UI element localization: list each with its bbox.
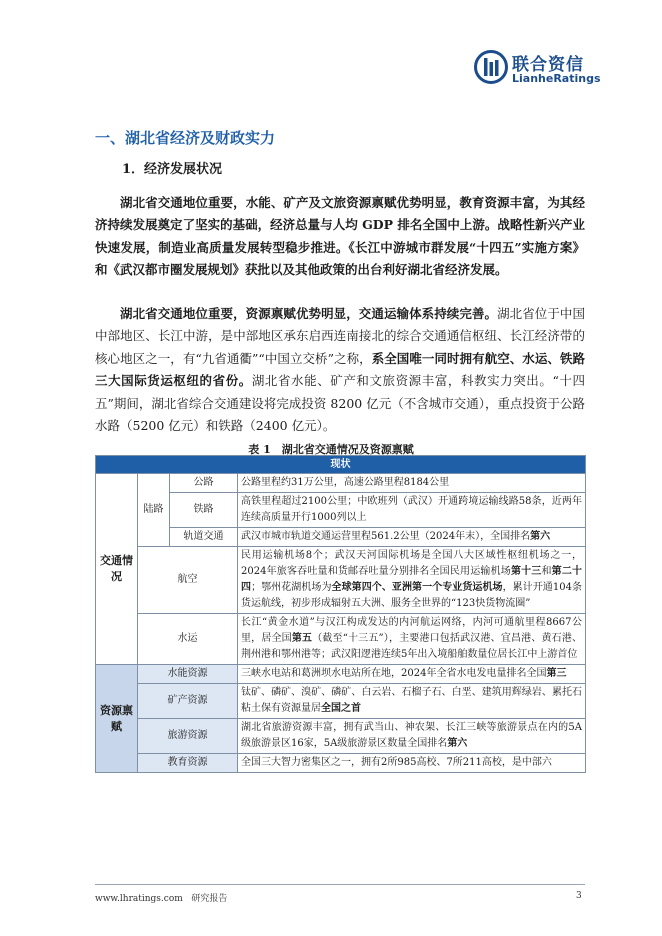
logo-english-name: LianheRatings	[512, 72, 601, 85]
paragraph-summary	[95, 192, 585, 282]
air-desc-and: 和	[541, 566, 552, 577]
footer-doc-type: 研究报告	[191, 894, 228, 904]
metro-desc-text: 武汉市城市轨道交通运营里程561.2公里（2024年末），全国排名	[241, 531, 531, 542]
item-water-desc	[238, 614, 586, 665]
air-desc-text-3: ，累计开通104条货运航线，初步形成辐射五大洲、服务全世界的“123快货物流圈”	[241, 582, 583, 609]
air-rank-cargo: 第二十四	[241, 566, 583, 593]
item-tourism-desc	[238, 719, 586, 754]
subsection-title: 1．经济发展状况	[122, 162, 223, 177]
summary-bold-text: 湖北省交通地位重要，水能、矿产及文旅资源禀赋优势明显，教育资源丰富，为其经济持续发展奠定了坚实的基础，经济总量与人均 GDP 排名全国中上游。战略性新兴产业快速发展，制造业高质量发展转型稳步推进。《长江中游城市群发展“十四五”实施方案》和《武汉都市圈发展规划》获批以及其他政策的出台利好湖北省经济发展。	[95, 195, 585, 278]
item-education-desc: 全国三大智力密集区之一，拥有2所985高校、7所211高校，是中部六	[238, 754, 586, 773]
transport-lead-bold: 湖北省交通地位重要，资源禀赋优势明显，交通运输体系持续完善。	[120, 306, 498, 321]
water-rank: 第五	[291, 633, 313, 644]
tourism-rank: 第六	[447, 738, 468, 749]
table-caption: 表 1 湖北省交通情况及资源禀赋	[248, 443, 414, 456]
footer-divider	[95, 884, 585, 885]
item-tourism-label: 旅游资源	[138, 719, 238, 754]
mineral-rank: 全国之首	[321, 703, 361, 714]
item-metro-label: 轨道交通	[170, 528, 238, 547]
company-logo	[474, 50, 601, 92]
table-header: 现状	[96, 456, 586, 474]
page-number: 3	[576, 891, 582, 901]
item-rail-desc: 高铁里程超过2100公里；中欧班列（武汉）开通跨境运输线路58条，近两年连续高质量开行1000列以上	[238, 493, 586, 528]
footer-source	[95, 891, 227, 904]
mineral-desc-text: 钛矿、磷矿、溴矿、磷矿、白云岩、石榴子石、白垩、建筑用辉绿岩、累托石粘土保有资源量居	[241, 687, 582, 714]
transport-bold-2: 系全国唯一同时拥有航空、水运、铁路三大国际货运枢纽的省份。	[95, 350, 585, 389]
transport-text-1: 湖北省位于中国中部地区、长江中游，是中部地区承东启西连南接北的综合交通通信枢纽、长江经济带的核心地区之一，有“九省通衢”“中国立交桥”之称，	[95, 306, 585, 366]
item-water-label: 水运	[138, 614, 238, 665]
item-air-desc	[238, 547, 586, 614]
metro-rank: 第六	[530, 531, 551, 542]
footer-site-link[interactable]: www.lhratings.com	[95, 894, 183, 904]
hydro-rank: 第三	[546, 668, 567, 679]
air-ezhou-highlight: 全球第四个、亚洲第一个专业货运机场	[331, 582, 503, 593]
item-mineral-desc	[238, 684, 586, 719]
air-rank-passenger: 第十三	[510, 566, 542, 577]
paragraph-transport	[95, 303, 585, 437]
tourism-desc-text: 湖北省旅游资源丰富，拥有武当山、神农架、长江三峡等旅游景点在内的5A级旅游景区16家，5A级旅游景区数量全国排名	[241, 722, 582, 749]
air-desc-text-1: 民用运输机场8个；武汉天河国际机场是全国八大区域性枢纽机场之一，2024年旅客吞吐量和货邮吞吐量分别排名全国民用运输机场	[241, 550, 582, 577]
hydro-desc-text: 三峡水电站和葛洲坝水电站所在地，2024年全省水电发电量排名全国	[241, 668, 547, 679]
item-hydro-label: 水能资源	[138, 665, 238, 684]
item-mineral-label: 矿产资源	[138, 684, 238, 719]
group-land: 陆路	[138, 474, 170, 547]
item-education-label: 教育资源	[138, 754, 238, 773]
lianhe-logo-icon	[474, 50, 508, 84]
air-desc-text-2: ；鄂州花湖机场为	[251, 582, 332, 593]
item-road-label: 公路	[170, 474, 238, 493]
group-resource: 资源禀赋	[96, 665, 138, 773]
group-transport: 交通情况	[96, 474, 138, 665]
water-desc-text-1: 长江“黄金水道”与汉江构成发达的内河航运网络，内河可通航里程8667公里，居全国	[241, 617, 582, 644]
item-air-label: 航空	[138, 547, 238, 614]
item-rail-label: 铁路	[170, 493, 238, 528]
transport-text-2: 湖北省水能、矿产和文旅资源丰富，科教实力突出。“十四五”期间，湖北省综合交通建设将完成投资 8200 亿元（不含城市交通），重点投资于公路水路（5200 亿元）和铁路（2400 亿元）。	[95, 373, 585, 434]
item-road-desc: 公路里程约31万公里，高速公路里程8184公里	[238, 474, 586, 493]
water-desc-text-2: （截至“十三五”），主要港口包括武汉港、宜昌港、黄石港、荆州港和鄂州港等；武汉阳逻港连续5年出入境船舶数量位居长江中上游首位	[241, 633, 583, 660]
transport-resource-table	[95, 455, 586, 773]
logo-chinese-name: 联合资信	[512, 55, 584, 75]
item-hydro-desc	[238, 665, 586, 684]
item-metro-desc	[238, 528, 586, 547]
section-title: 一、湖北省经济及财政实力	[95, 129, 276, 147]
